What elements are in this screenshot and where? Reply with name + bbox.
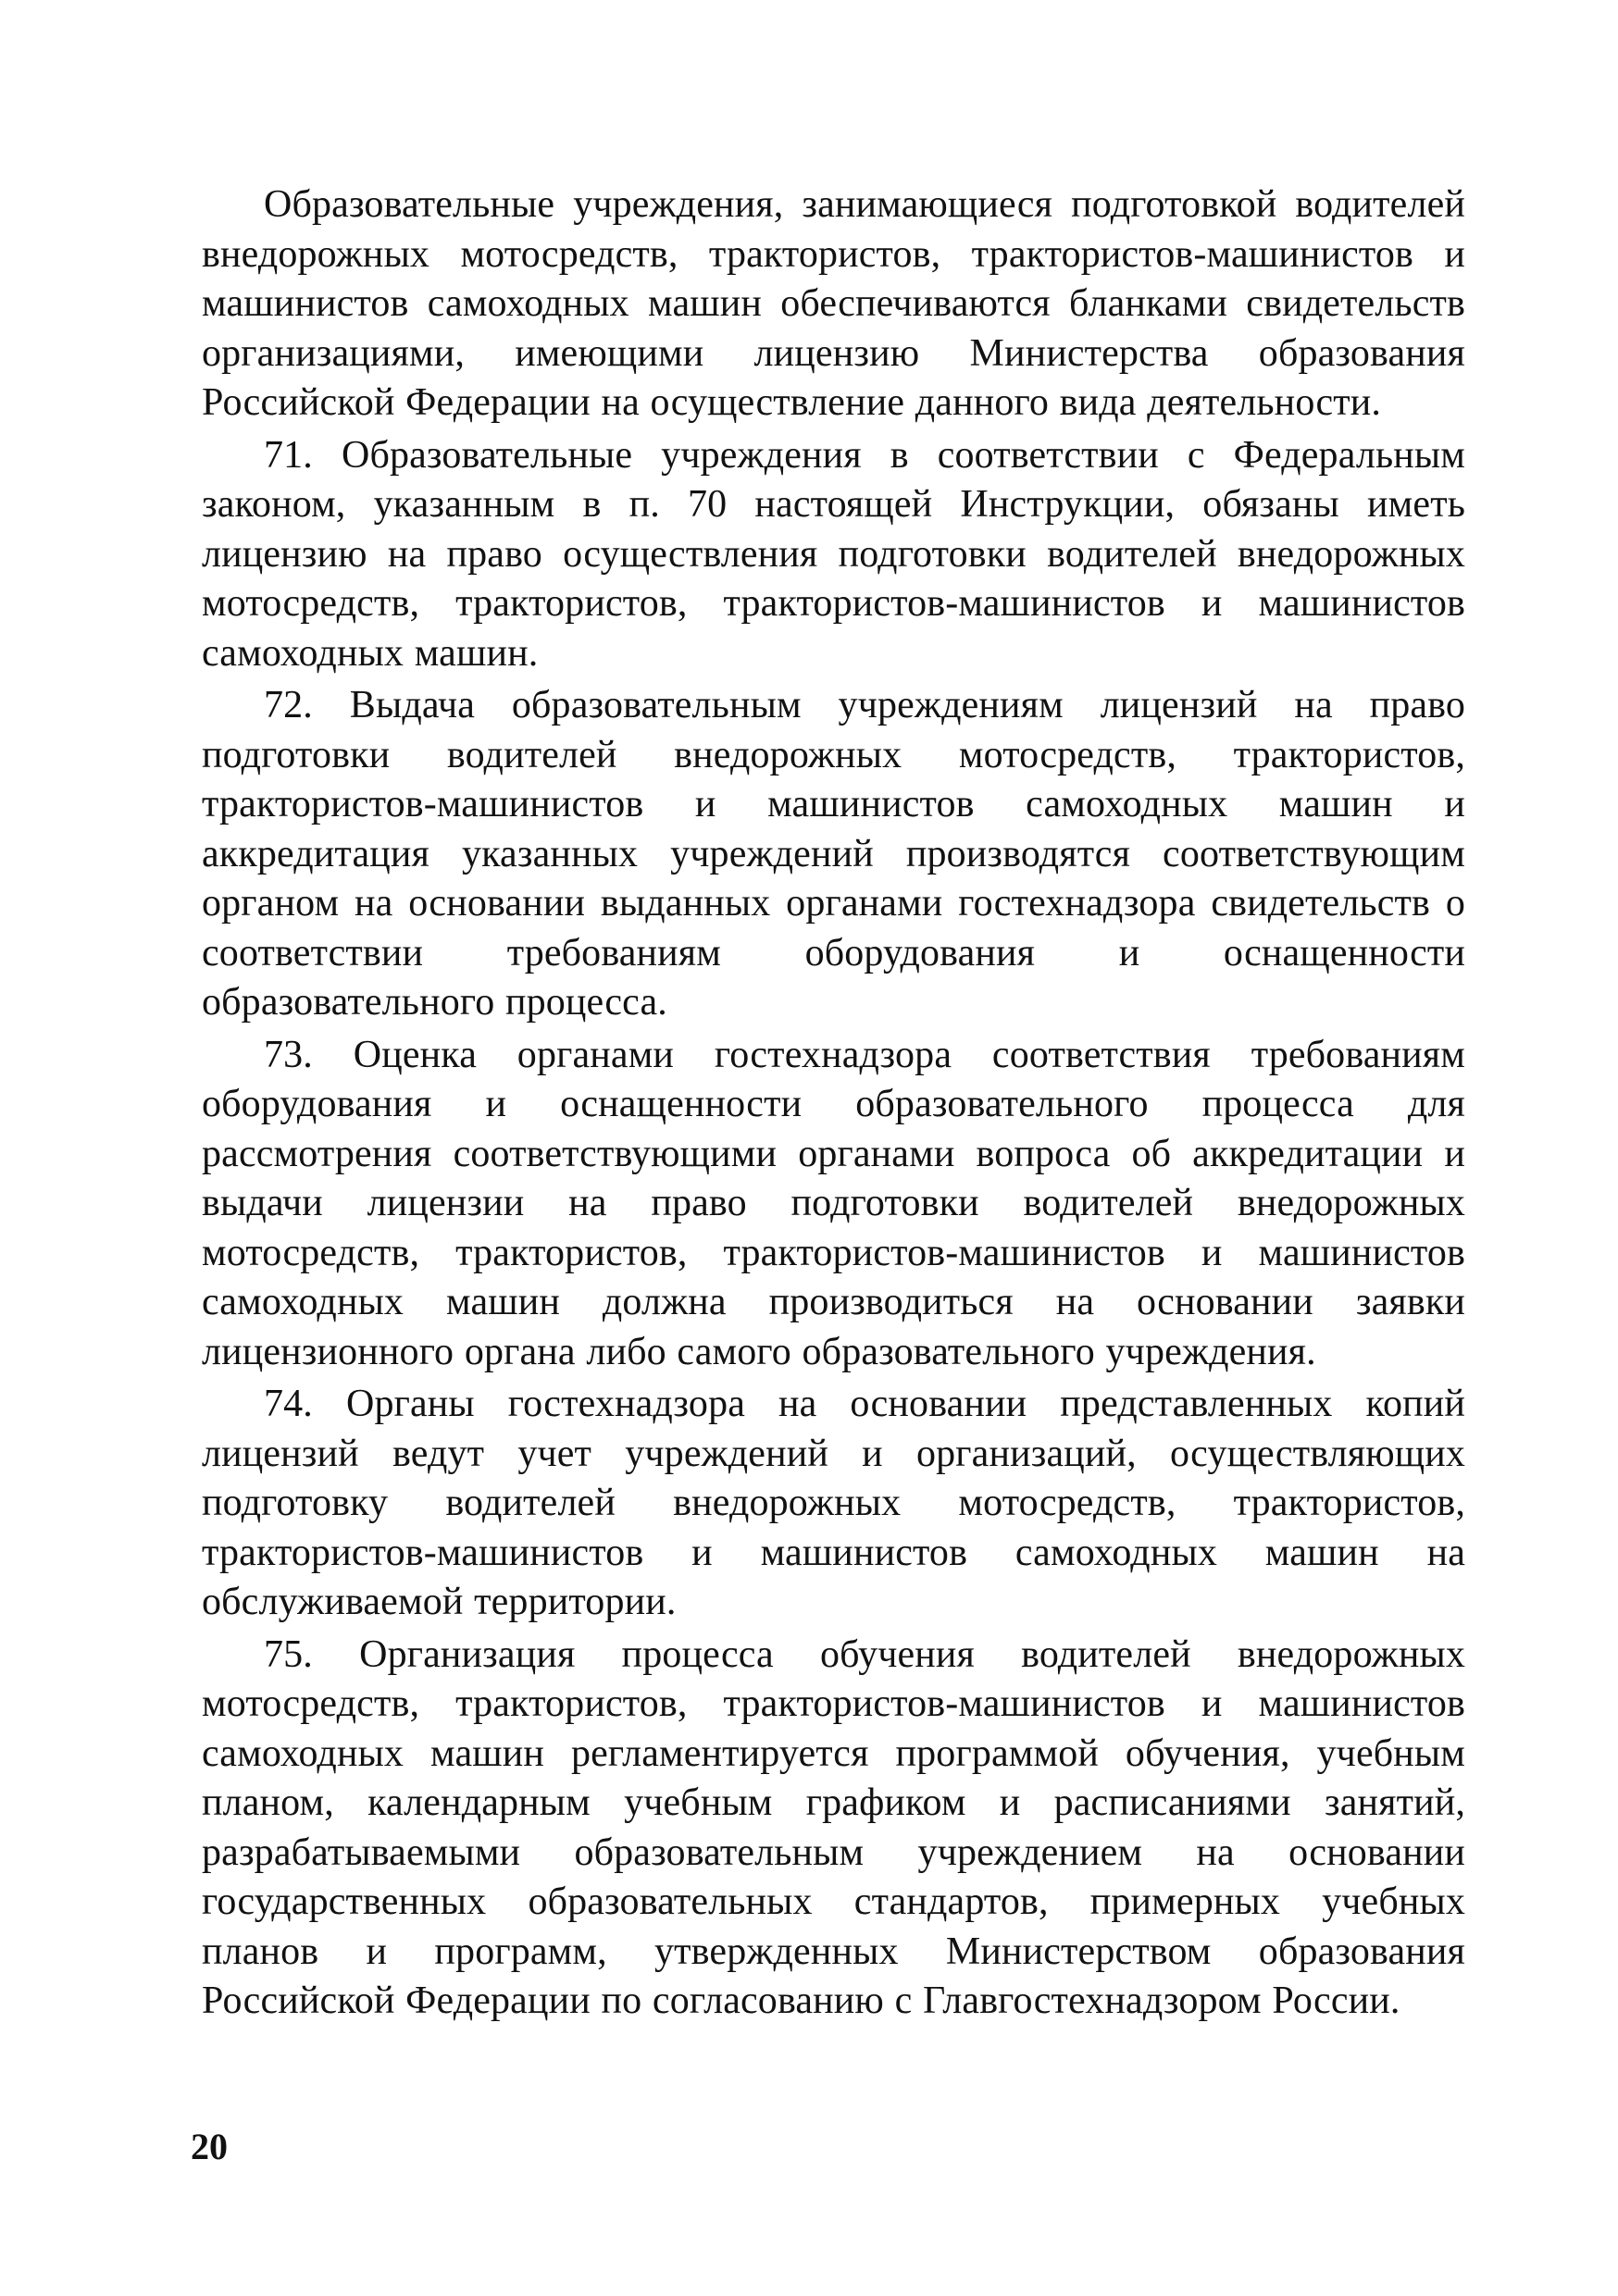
paragraph-73: 73. Оценка органами гостехнадзора соответствия требованиям оборудования и оснащенности образовательного процесса для рассмотрения соответствующими органами вопроса об аккредитации и выдачи лицензии на право подготовки водителей внедорожных мотосредств, трактористов, трактористов-машинистов и машинистов самоходных машин должна производиться на основании заявки лицензионного органа либо самого образовательного учреждения. — [202, 1033, 1465, 1373]
page-number: 20 — [191, 2126, 228, 2167]
paragraph-75: 75. Организация процесса обучения водителей внедорожных мотосредств, трактористов, трактористов-машинистов и машинистов самоходных машин регламентируется программой обучения, учебным планом, календарным учебным графиком и расписаниями занятий, разрабатываемыми образовательным учреждением на основании государственных образовательных стандартов, примерных учебных планов и программ, утвержденных Министерством образования Российской Федерации по согласованию с Главгостехнадзором России. — [202, 1632, 1465, 2022]
paragraph-74: 74. Органы гостехнадзора на основании представленных копий лицензий ведут учет учреждений и организаций, осуществляющих подготовку водителей внедорожных мотосредств, трактористов, трактористов-машинистов и машинистов самоходных машин на обслуживаемой территории. — [202, 1383, 1465, 1623]
paragraph-intro: Образовательные учреждения, занимающиеся подготовкой водителей внедорожных мотосредств, трактористов, трактористов-машинистов и машинистов самоходных машин обеспечиваются бланками свидетельств организациями, имеющими лицензию Министерства образования Российской Федерации на осуществление данного вида деятельности. — [202, 183, 1465, 424]
paragraph-71: 71. Образовательные учреждения в соответствии с Федеральным законом, указанным в п. 70 настоящей Инструкции, обязаны иметь лицензию на право осуществления подготовки водителей внедорожных мотосредств, трактористов, трактористов-машинистов и машинистов самоходных машин. — [202, 433, 1465, 675]
paragraph-72: 72. Выдача образовательным учреждениям лицензий на право подготовки водителей внедорожных мотосредств, трактористов, трактористов-машинистов и машинистов самоходных машин и аккредитация указанных учреждений производятся соответствующим органом на основании выданных органами гостехнадзора свидетельств о соответствии требованиям оборудования и оснащенности образовательного процесса. — [202, 684, 1465, 1024]
body-text — [202, 180, 1465, 2029]
